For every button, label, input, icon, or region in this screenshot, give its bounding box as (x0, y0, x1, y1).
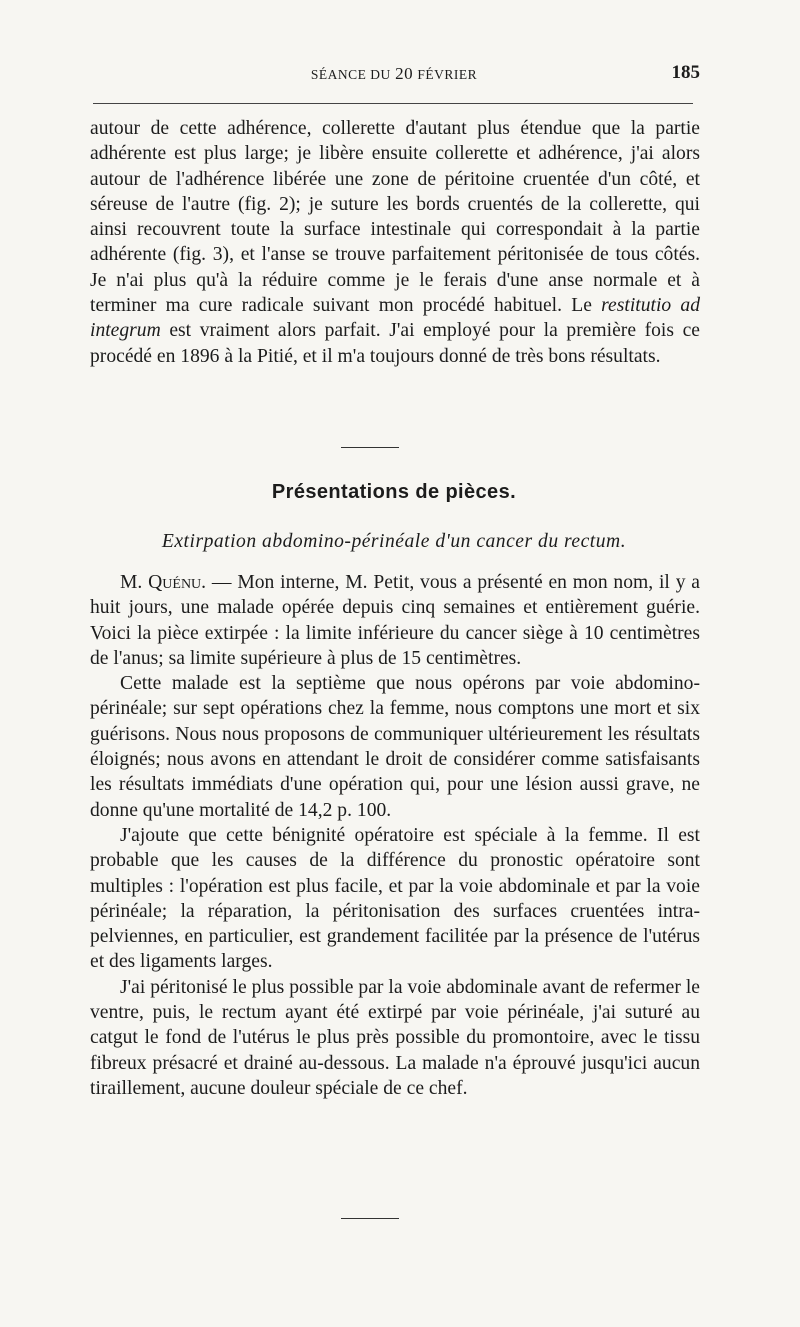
running-title-month: FÉVRIER (417, 67, 478, 82)
author-name: M. Quénu. (120, 572, 207, 593)
continuation-part2: est vraiment alors parfait. J'ai employé pour la première fois ce procédé en 1896 à la Pitié, et il m'a toujours donné de très bons résultats. (90, 320, 700, 367)
book-page (88, 0, 700, 1327)
paragraph-3: J'ajoute que cette bénignité opératoire est spéciale à la femme. Il est probable que les causes de la différence du pronostic opératoire sont multiples : l'opération est plus facile, et par la voie abdominale et par la voie périnéale; la réparation, la péritonisation des surfaces cruentées intra-pelviennes, en particulier, est grandement facilitée par la présence de l'utérus et des ligaments larges. (90, 824, 700, 973)
end-divider (341, 1218, 399, 1219)
running-title-day: 20 (395, 64, 414, 83)
running-title (88, 64, 700, 84)
section-title: Présentations de pièces. (271, 481, 517, 503)
paragraph-4: J'ai péritonisé le plus possible par la voie abdominale avant de refermer le ventre, puis, le rectum ayant été extirpé par voie périnéale, j'ai suturé au catgut le fond de l'utérus le plus près possible du promontoire, avec le tissu fibreux présacré et drainé au-dessous. La malade n'a éprouvé jusqu'ici aucun tiraillement, aucune douleur spéciale de ce chef. (90, 976, 700, 1099)
main-text (90, 570, 700, 1101)
running-title-prefix: SÉANCE DU (310, 67, 391, 82)
latin-phrase: restitutio ad integrum (90, 295, 701, 342)
section-divider (341, 447, 399, 448)
continuation-paragraph (90, 116, 700, 369)
header-rule (93, 103, 693, 104)
page-number: 185 (671, 62, 700, 83)
paragraph-1-text: — Mon interne, M. Petit, vous a présenté en mon nom, il y a huit jours, une malade opérée depuis cinq semaines et entièrement guérie. Voici la pièce extirpée : la limite inférieure du cancer siège à 10 centimètres de l'anus; sa limite supérieure à plus de 15 centimètres. (90, 572, 700, 669)
section-subtitle: Extirpation abdomino-périnéale d'un cancer du rectum. (161, 531, 627, 552)
paragraph-2: Cette malade est la septième que nous opérons par voie abdomino-périnéale; sur sept opérations chez la femme, nous comptons une mort et six guérisons. Nous nous proposons de communiquer ultérieurement les résultats éloignés; nous avons en attendant le droit de considérer comme satisfaisants les résultats immédiats d'une opération qui, pour une lésion aussi grave, ne donne qu'une mortalité de 14,2 p. 100. (90, 673, 700, 821)
running-head (88, 62, 700, 86)
paragraph-1 (90, 570, 700, 671)
continuation-text (90, 116, 700, 369)
continuation-part1: autour de cette adhérence, collerette d'autant plus étendue que la partie adhérente est plus large; je libère ensuite collerette et adhérence, j'ai alors autour de l'adhérence libérée une zone de péritoine cruentée d'un côté, et séreuse de l'autre (fig. 2); je suture les bords cruentés de la collerette, qui ainsi recouvrent toute la surface intestinale qui correspondait à la partie adhérente (fig. 3), et l'anse se trouve parfaitement péritonisée de tous côtés. Je n'ai plus qu'à la réduire comme je le ferais d'une anse normale et à terminer ma cure radicale suivant mon procédé habituel. Le (90, 118, 700, 317)
